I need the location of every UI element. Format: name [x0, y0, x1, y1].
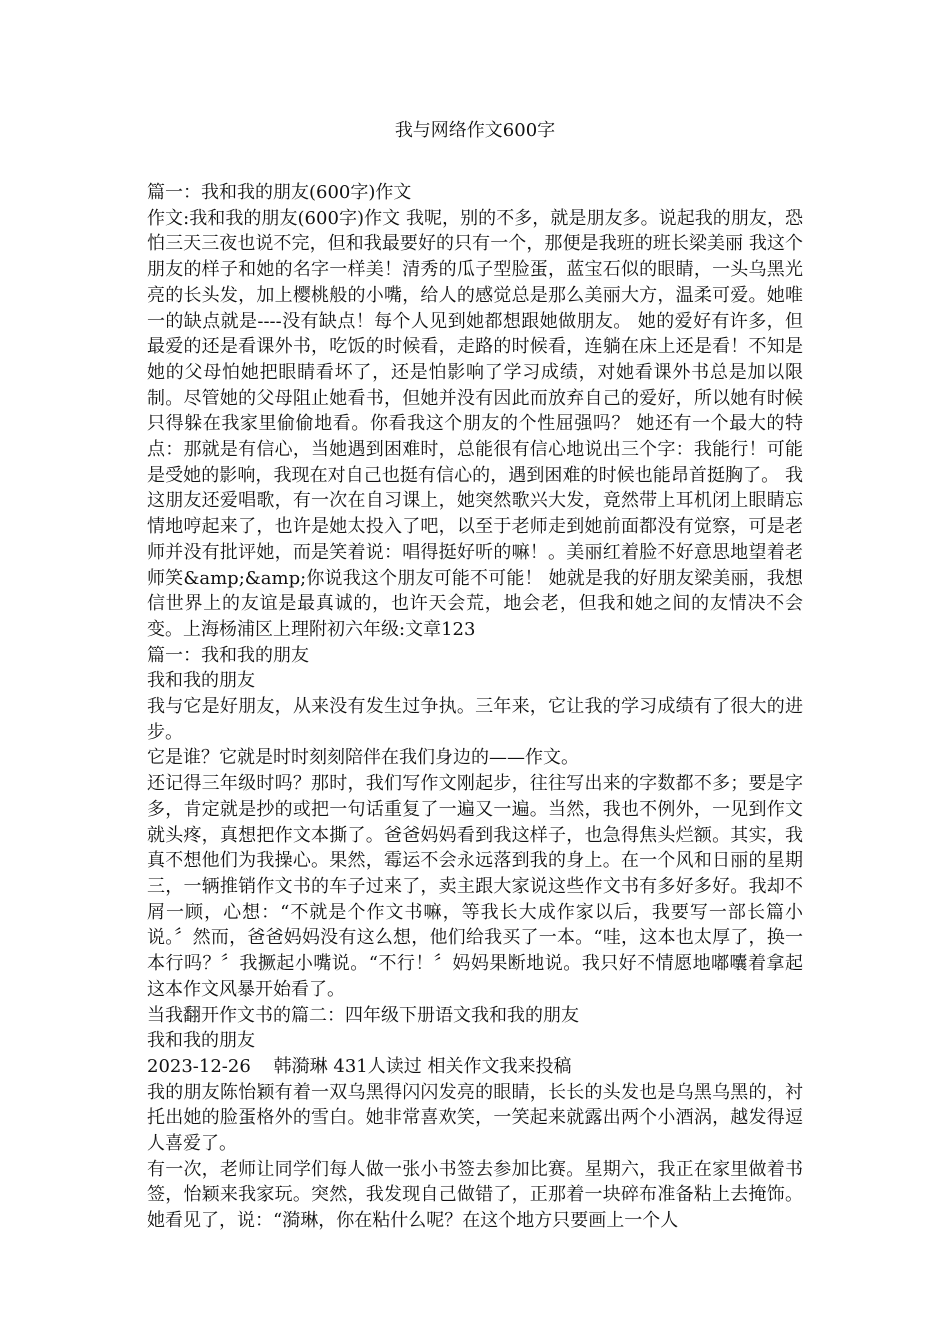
- essay-meta: 2023-12-26 韩漪琳 431人读过 相关作文我来投稿: [147, 1055, 572, 1077]
- essay-paragraph: 作文:我和我的朋友(600字)作文 我呢，别的不多，就是朋友多。说起我的朋友，恐怕三天三夜也说不完，但和我最要好的只有一个，那便是我班的班长梁美丽 我这个朋友的样子和她的名字一样美！清秀的瓜子型脸蛋，蓝宝石似的眼睛，一头乌黑光亮的长头发，加上樱桃般的小嘴，给人的感觉总是那么美丽大方，温柔可爱。她唯一的缺点就是----没有缺点！每个人见到她都想跟她做朋友。 她的爱好有许多，但最爱的还是看课外书，吃饭的时候看，走路的时候看，连躺在床上还是看！不知是她的父母怕她把眼睛看坏了，还是怕影响了学习成绩，对她看课外书总是加以限制。尽管她的父母阻止她看书，但她并没有因此而放弃自己的爱好，所以她有时候只得躲在我家里偷偷地看。你看我这个朋友的个性屈强吗？ 她还有一个最大的特点：那就是有信心，当她遇到困难时，总能很有信心地说出三个字：我能行！可能是受她的影响，我现在对自己也挺有信心的，遇到困难的时候也能昂首挺胸了。 我这朋友还爱唱歌，有一次在自习课上，她突然歌兴大发，竟然带上耳机闭上眼睛忘情地哼起来了，也许是她太投入了吧，以至于老师走到她前面都没有觉察，可是老师并没有批评她，而是笑着说：唱得挺好听的嘛！。美丽红着脸不好意思地望着老师笑&amp;&amp;你说我这个朋友可能不可能！ 她就是我的好朋友梁美丽，我想信世界上的友谊是最真诚的，也许天会荒，地会老，但我和她之间的友情决不会变。上海杨浦区上理附初六年级:文章123: [147, 207, 803, 640]
- document-page: [147, 118, 803, 1234]
- essay-paragraph: 还记得三年级时吗？那时，我们写作文刚起步，往往写出来的字数都不多；要是字多，肯定就是抄的或把一句话重复了一遍又一遍。当然，我也不例外，一见到作文就头疼，真想把作文本撕了。爸爸妈妈看到我这样子，也急得焦头烂额。其实，我真不想他们为我操心。果然，霉运不会永远落到我的身上。在一个风和日丽的星期三，一辆推销作文书的车子过来了，卖主跟大家说这些作文书有多好多好。我却不屑一顾，心想：“不就是个作文书嘛，等我长大成作家以后，我要写一部长篇小说。〞然而，爸爸妈妈没有这么想，他们给我买了一本。“哇，这本也太厚了，换一本行吗？〞我撅起小嘴说。“不行！〞妈妈果断地说。我只好不情愿地嘟囔着拿起这本作文风暴开始看了。: [147, 773, 803, 1000]
- essay-paragraph: 我的朋友陈怡颖有着一双乌黑得闪闪发亮的眼睛，长长的头发也是乌黑乌黑的，衬托出她的脸蛋格外的雪白。她非常喜欢笑，一笑起来就露出两个小酒涡，越发得逗人喜爱了。: [147, 1081, 803, 1155]
- section-heading: 当我翻开作文书的篇二：四年级下册语文我和我的朋友: [147, 1004, 579, 1026]
- essay-paragraph: 有一次，老师让同学们每人做一张小书签去参加比赛。星期六，我正在家里做着书签，怡颖来我家玩。突然，我发现自己做错了，正那着一块碎布准备粘上去掩饰。她看见了，说：“漪琳，你在粘什么呢？在这个地方只要画上一个人: [147, 1158, 803, 1232]
- section-heading: 篇一：我和我的朋友(600字)作文: [147, 182, 412, 203]
- essay-title: 我和我的朋友: [147, 670, 255, 692]
- section-heading: 篇一：我和我的朋友: [147, 644, 309, 666]
- document-title: 我与网络作文600字: [394, 120, 556, 141]
- essay-title: 我和我的朋友: [147, 1030, 255, 1052]
- essay-paragraph: 我与它是好朋友，从来没有发生过争执。三年来，它让我的学习成绩有了很大的进步。: [147, 696, 803, 743]
- essay-paragraph: 它是谁？它就是时时刻刻陪伴在我们身边的——作文。: [147, 747, 579, 769]
